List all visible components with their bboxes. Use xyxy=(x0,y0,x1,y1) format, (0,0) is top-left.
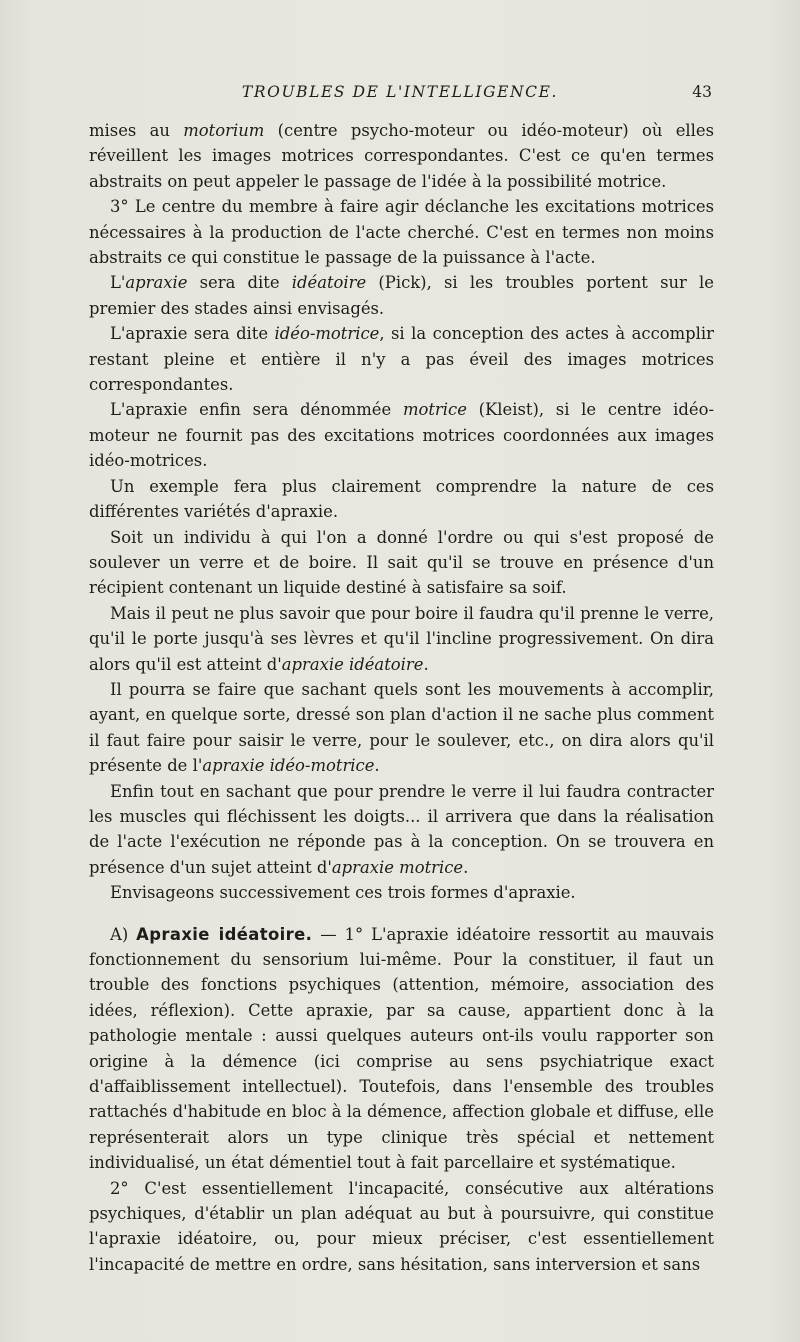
italic-term: idéatoire xyxy=(291,273,367,293)
paragraph xyxy=(89,525,714,601)
section-heading: Apraxie idéatoire. xyxy=(136,924,313,944)
paragraph xyxy=(89,1176,714,1278)
text-run: Il pourra se faire que sachant quels sont les mouvements à accomplir, ayant, en quelque sorte, dressé son plan d'action il ne sache plus comment il faut faire pour saisir le verre, pour le soulever, etc., on dira alors qu'il présente de l' xyxy=(89,679,714,776)
italic-term: idéo-motrice xyxy=(274,324,380,344)
italic-term: apraxie idéo-motrice xyxy=(202,756,375,776)
text-run: 2° C'est essentiellement l'incapacité, consécutive aux altérations psychiques, d'établir un plan adéquat au but à poursuivre, qui constitue l'apraxie idéatoire, ou, pour mieux préciser, c'est essentiellement l'incapacité de mettre en ordre, sans hésitation, sans interversion et sans xyxy=(89,1178,714,1274)
italic-term: apraxie motrice xyxy=(331,857,464,877)
paragraph xyxy=(89,321,714,397)
italic-term: apraxie xyxy=(125,273,188,293)
page-number: 43 xyxy=(692,83,712,101)
italic-term: motorium xyxy=(183,121,265,140)
paragraph xyxy=(89,880,714,905)
text-run: L' xyxy=(110,273,126,293)
paragraph xyxy=(89,474,714,525)
text-run: — 1° L'apraxie idéatoire ressortit au mauvais fonctionnement du sensorium lui-même. Pour la constituer, il faut un trouble des fonctions psychiques (attention, mémoire, association des idées, réflexion). Cette apraxie, par sa cause, appartient donc à la pathologie mentale : aussi quelques auteurs ont-ils voulu rapporter son origine à la démence (ici comprise au sens psychiatrique exact d'affaiblissement intellectuel). Toutefois, dans l'ensemble des troubles rattachés d'habitude en bloc à la démence, affection globale et diffuse, elle représenterait alors un type clinique très spécial et nettement individualisé, un état démentiel tout à fait parcellaire et systématique. xyxy=(89,924,714,1173)
running-title: TROUBLES DE L'INTELLIGENCE. xyxy=(241,83,559,101)
body-text xyxy=(89,118,714,1277)
text-run: (centre psycho-moteur ou idéo-moteur) où elles réveillent les images motrices correspondantes. C'est ce qu'en termes abstraits on peut appeler le passage de l'idée à la possibilité motrice. xyxy=(89,121,714,191)
text-run: L'apraxie sera dite xyxy=(110,324,275,344)
paragraph xyxy=(89,779,714,881)
text-run: , si la conception des actes à accomplir restant pleine et entière il n'y a pas éveil des images motrices correspondantes. xyxy=(89,324,714,395)
text-run: Enfin tout en sachant que pour prendre le verre il lui faudra contracter les muscles qui fléchissent les doigts... il arrivera que dans la réalisation de l'acte l'exécution ne réponde pas à la conception. On se trouvera en présence d'un sujet atteint d' xyxy=(89,781,714,877)
italic-term: apraxie idéatoire xyxy=(281,654,424,674)
text-run: . xyxy=(374,756,380,776)
text-run: . xyxy=(463,857,469,877)
text-run: Mais il peut ne plus savoir que pour boire il faudra qu'il prenne le verre, qu'il le porte jusqu'à ses lèvres et qu'il l'incline progressivement. On dira alors qu'il est atteint d' xyxy=(89,603,714,674)
text-run: Un exemple fera plus clairement comprendre la nature de ces différentes variétés d'apraxie. xyxy=(89,476,714,522)
paragraph xyxy=(89,194,714,270)
text-run: Soit un individu à qui l'on a donné l'ordre ou qui s'est proposé de soulever un verre et de boire. Il sait qu'il se trouve en présence d'un récipient contenant un liquide destiné à satisfaire sa soif. xyxy=(89,527,714,598)
paragraph xyxy=(89,922,714,1176)
text-run: . xyxy=(423,654,429,674)
text-run: sera dite xyxy=(187,273,292,293)
paragraph xyxy=(89,397,714,473)
text-run: (Pick), si les troubles portent sur le premier des stades ainsi envisagés. xyxy=(89,273,714,318)
paragraph xyxy=(89,270,714,321)
section-gap xyxy=(89,906,714,922)
paragraph xyxy=(89,118,714,194)
text-run: L'apraxie enfin sera dénommée xyxy=(110,400,403,420)
text-run: Envisageons successivement ces trois formes d'apraxie. xyxy=(110,883,576,903)
text-run: A) xyxy=(110,924,137,944)
paragraph xyxy=(89,677,714,779)
text-run: (Kleist), si le centre idéo-moteur ne fournit pas des excitations motrices coordonnées aux images idéo-motrices. xyxy=(89,400,714,471)
running-head xyxy=(0,80,800,104)
paragraph xyxy=(89,601,714,677)
italic-term: motrice xyxy=(402,400,467,420)
text-run: 3° Le centre du membre à faire agir déclanche les excitations motrices nécessaires à la production de l'acte cherché. C'est en termes non moins abstraits ce qui constitue le passage de la puissance à l'acte. xyxy=(89,197,714,268)
text-run: mises au xyxy=(89,121,184,140)
